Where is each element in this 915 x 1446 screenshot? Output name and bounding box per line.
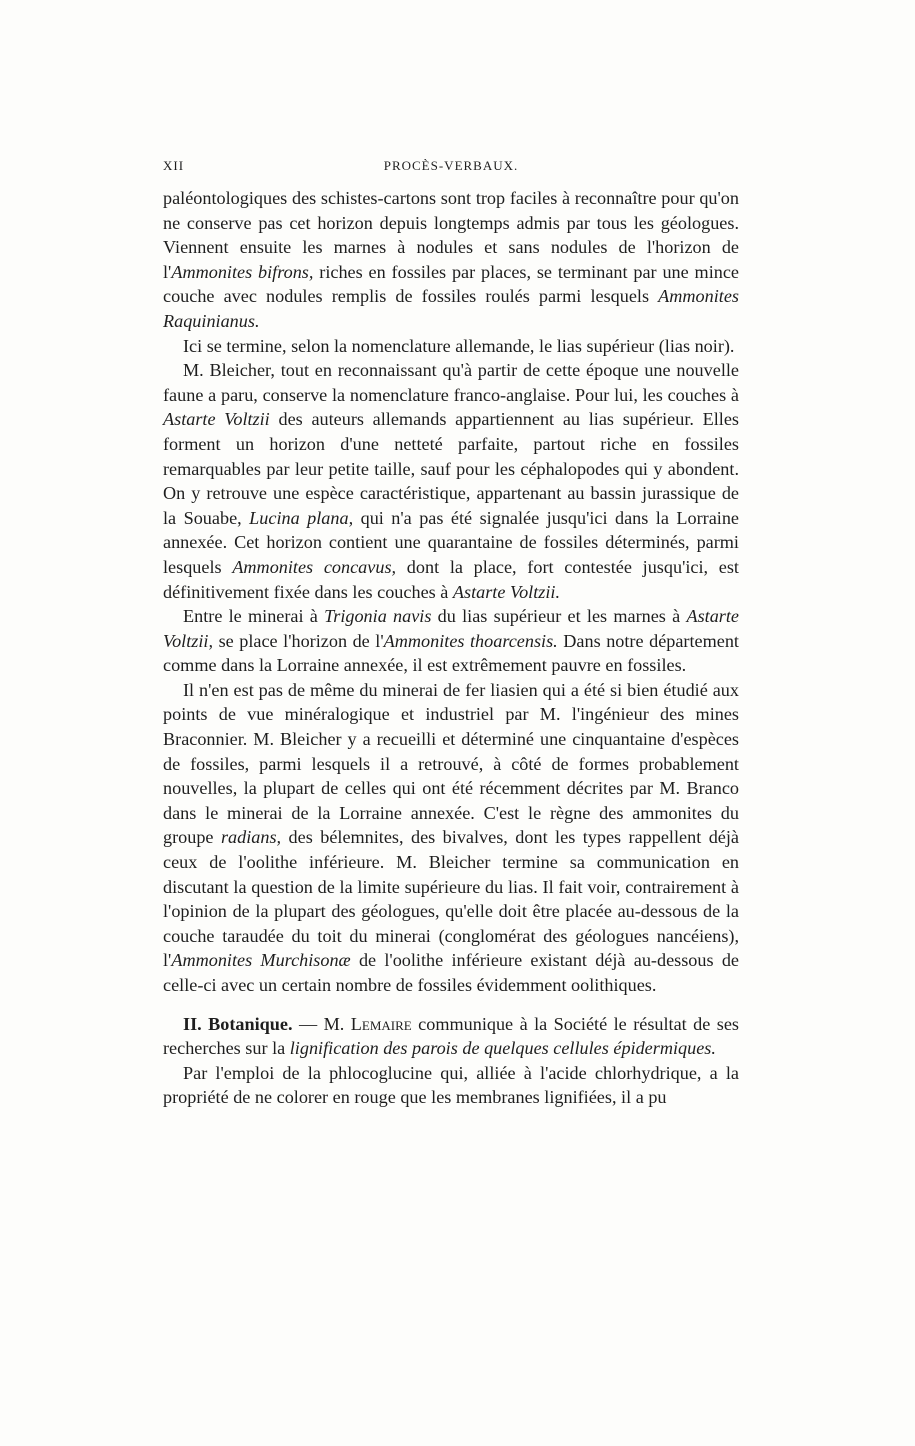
species-name: Lucina plana, bbox=[249, 507, 354, 528]
author-name: Lemaire bbox=[350, 1013, 412, 1034]
species-name: Ammonites concavus, bbox=[232, 556, 397, 577]
section-heading: II. Botanique. bbox=[183, 1013, 293, 1034]
text-run: des auteurs allemands appartiennent au lias supérieur. Elles forment un horizon d'une netteté parfaite, partout riche en fossiles remarquables par leur petite taille, sauf pour les céphalopodes qui y abondent. On y retrouve une espèce caractéristique, appartenant au bassin jurassique de la Souabe, bbox=[163, 409, 740, 528]
text-run: Ici se termine, selon la nomenclature allemande, le lias supérieur (lias noir). bbox=[183, 335, 735, 356]
text-run: riches en fossiles par places, se terminant par une mince couche avec nodules remplis de fossiles roulés parmi lesquels bbox=[163, 261, 739, 307]
text-run: — M. bbox=[292, 1013, 351, 1034]
page-header bbox=[163, 158, 739, 182]
species-name: radians, bbox=[220, 827, 282, 848]
text-run: Il n'en est pas de même du minerai de fer liasien qui a été si bien étudié aux points de vue minéralogique et industriel par M. l'ingénieur des mines Braconnier. M. Bleicher y a recueilli et déterminé une cinquantaine d'espèces de fossiles, parmi lesquels il a retrouvé, à côté de formes probablement nouvelles, la plupart de celles qui ont été récemment décrites par M. Branco dans le minerai de la Lorraine annexée. C'est le règne des ammonites du groupe bbox=[163, 679, 739, 848]
species-name: Astarte Voltzii, bbox=[163, 606, 739, 651]
text-run: M. Bleicher, tout en reconnaissant qu'à partir de cette époque une nouvelle faune a paru, conserve la nomenclature franco-anglaise. Pour lui, les couches à bbox=[163, 360, 739, 405]
text-run: Par l'emploi de la phlocoglucine qui, alliée à l'acide chlorhydrique, a la propriété de ne colorer en rouge que les membranes lignifiées, il a pu bbox=[163, 1062, 739, 1108]
text-run: dont la place, fort contestée jusqu'ici, est définitivement fixée dans les couches à bbox=[163, 556, 739, 602]
paragraph-continuation bbox=[163, 186, 739, 334]
page-number: XII bbox=[163, 158, 185, 173]
topic-title: lignification des parois de quelques cellules épidermiques. bbox=[289, 1038, 716, 1059]
species-name: Trigonia navis bbox=[324, 606, 432, 627]
species-name: Ammonites Murchisonæ bbox=[171, 950, 351, 971]
text-run: communique à la Société le résultat de ses recherches sur la bbox=[163, 1013, 739, 1059]
text-run: Dans notre département comme dans la Lorraine annexée, il est extrêmement pauvre en fossiles. bbox=[163, 630, 739, 676]
paragraph bbox=[163, 334, 739, 359]
text-run: paléontologiques des schistes-cartons sont trop faciles à reconnaître pour qu'on ne conserve pas cet horizon depuis longtemps admis par tous les géologues. Viennent ensuite les marnes à nodules et sans nodules de l'horizon de l' bbox=[163, 188, 739, 282]
text-run: des bélemnites, des bivalves, dont les types rappellent déjà ceux de l'oolithe inférieure. M. Bleicher termine sa communication en discutant la question de la limite supérieure du lias. Il fait voir, contrairement à l'opinion de la plupart des géologues, qu'elle doit être placée au-dessous de la couche taraudée du toit du minerai (conglomérat des géologues nancéiens), l' bbox=[163, 827, 739, 971]
species-name: Ammonites bifrons, bbox=[171, 261, 314, 282]
paragraph bbox=[163, 1061, 739, 1110]
text-run: du lias supérieur et les marnes à bbox=[431, 606, 687, 627]
species-name: Ammonites thoarcensis. bbox=[383, 630, 558, 651]
species-name: Astarte Voltzii bbox=[163, 409, 270, 430]
paragraph bbox=[163, 604, 739, 678]
text-run: qui n'a pas été signalée jusqu'ici dans la Lorraine annexée. Cet horizon contient une quarantaine de fossiles déterminés, parmi lesquels bbox=[163, 507, 739, 577]
paragraph bbox=[163, 678, 739, 998]
text-run: Entre le minerai à bbox=[183, 606, 325, 627]
running-title: PROCÈS-VERBAUX. bbox=[383, 158, 519, 173]
page-body bbox=[163, 186, 739, 1110]
section-paragraph bbox=[163, 1012, 739, 1061]
species-name: Ammonites Raquinianus. bbox=[163, 286, 739, 331]
text-run: de l'oolithe inférieure existant déjà au-dessous de celle-ci avec un certain nombre de fossiles évidemment oolithiques. bbox=[163, 950, 739, 995]
text-run: se place l'horizon de l' bbox=[213, 630, 384, 651]
paragraph bbox=[163, 358, 739, 604]
species-name: Astarte Voltzii. bbox=[452, 581, 560, 602]
